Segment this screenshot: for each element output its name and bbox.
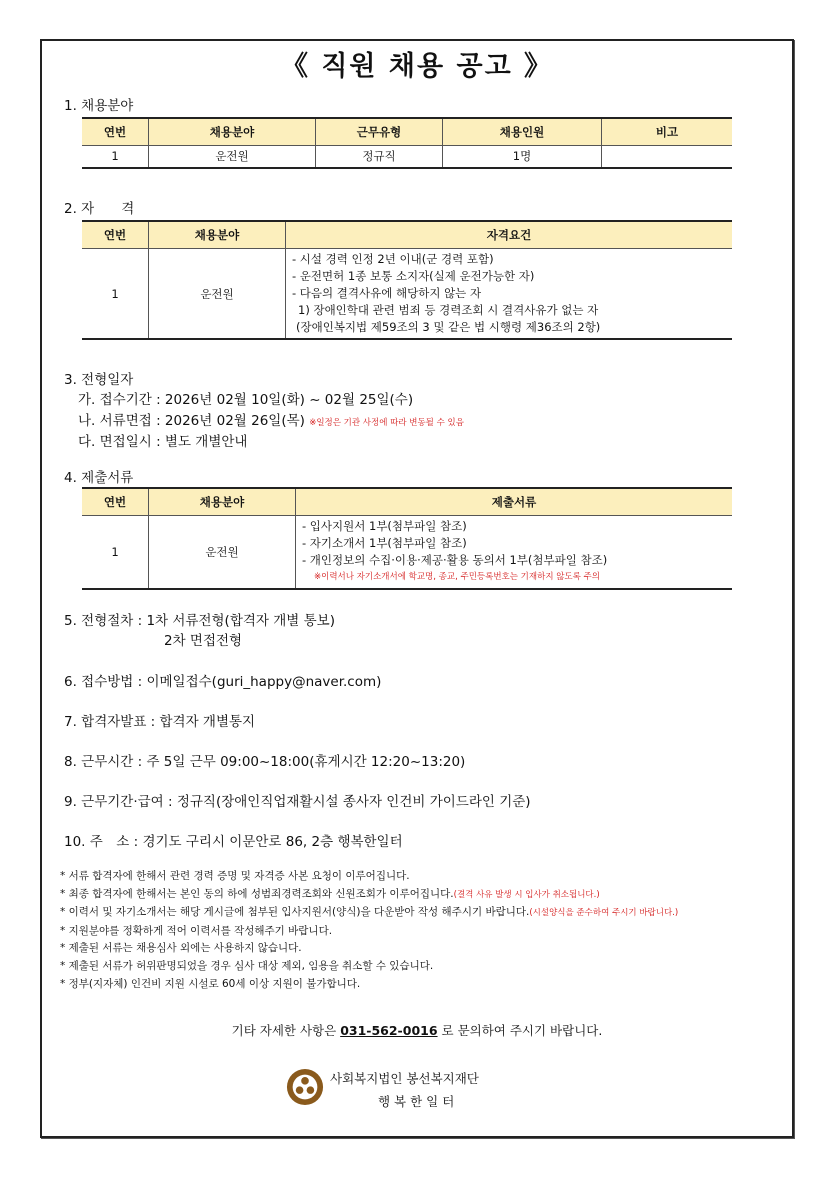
section-8: 8. 근무시간 : 주 5일 근무 09:00~18:00(휴게시간 12:20~13:20) <box>64 754 466 770</box>
cell-no: 1 <box>82 146 149 168</box>
section-6: 6. 접수방법 : 이메일접수(guri_happy@naver.com) <box>64 674 382 690</box>
org-subname: 행 복 한 일 터 <box>378 1094 455 1109</box>
requirements-cell <box>286 249 733 340</box>
th-field: 채용분야 <box>149 118 316 146</box>
requirement-item: - 운전면허 1종 보통 소지자(실제 운전가능한 자) <box>292 269 535 283</box>
section-1-heading: 1. 채용분야 <box>64 98 134 114</box>
cell-type: 정규직 <box>316 146 443 168</box>
th-no: 연번 <box>82 118 149 146</box>
schedule-note: ※일정은 기관 사정에 따라 변동될 수 있음 <box>309 418 464 428</box>
document-item: - 자기소개서 1부(첨부파일 참조) <box>302 536 467 550</box>
requirement-item: - 시설 경력 인정 2년 이내(군 경력 포함) <box>292 252 494 266</box>
section-5-line2: 2차 면접전형 <box>164 633 243 649</box>
section-2-heading: 2. 자 격 <box>64 201 135 217</box>
cell-count: 1명 <box>443 146 602 168</box>
foundation-logo-icon <box>286 1068 324 1106</box>
qualification-table <box>82 220 732 340</box>
note-item: * 정부(지자체) 인건비 지원 시설로 60세 이상 지원이 불가합니다. <box>60 977 361 990</box>
documents-table <box>82 487 732 590</box>
cell-no: 1 <box>82 516 149 590</box>
section-7: 7. 합격자발표 : 합격자 개별통지 <box>64 714 256 730</box>
schedule-application: 가. 접수기간 : 2026년 02월 10일(화) ~ 02월 25일(수) <box>78 392 414 408</box>
th-no: 연번 <box>82 221 149 249</box>
page-title: 《 직원 채용 공고 》 <box>280 51 554 82</box>
cell-remark <box>602 146 733 168</box>
th-field: 채용분야 <box>149 488 296 516</box>
note-item: * 제출된 서류는 채용심사 외에는 사용하지 않습니다. <box>60 942 302 955</box>
documents-cell <box>296 516 733 590</box>
org-name: 사회복지법인 봉선복지재단 <box>330 1071 479 1086</box>
schedule-interview: 다. 면접일시 : 별도 개별안내 <box>78 434 248 450</box>
contact-line: 기타 자세한 사항은 031-562-0016 로 문의하여 주시기 바랍니다. <box>231 1023 603 1038</box>
section-5-line1: 5. 전형절차 : 1차 서류전형(합격자 개별 통보) <box>64 613 335 629</box>
section-9: 9. 근무기간·급여 : 정규직(장애인직업재활시설 종사자 인건비 가이드라인 기준) <box>64 794 531 810</box>
cell-field: 운전원 <box>149 146 316 168</box>
requirement-item: - 다음의 결격사유에 해당하지 않는 자 <box>292 286 482 300</box>
recruit-field-table <box>82 117 732 169</box>
cell-no: 1 <box>82 249 149 340</box>
cell-field: 운전원 <box>149 516 296 590</box>
th-documents: 제출서류 <box>296 488 733 516</box>
th-remark: 비고 <box>602 118 733 146</box>
document-item: - 입사지원서 1부(첨부파일 참조) <box>302 519 467 533</box>
th-requirements: 자격요건 <box>286 221 733 249</box>
notes-list <box>60 868 678 993</box>
cell-field: 운전원 <box>149 249 286 340</box>
document-item: - 개인정보의 수집·이용·제공·활용 동의서 1부(첨부파일 참조) <box>302 553 608 567</box>
th-type: 근무유형 <box>316 118 443 146</box>
note-item: * 지원분야를 정확하게 적어 이력서를 작성해주기 바랍니다. <box>60 924 333 937</box>
contact-phone: 031-562-0016 <box>340 1023 438 1038</box>
note-item: * 제출된 서류가 허위판명되었을 경우 심사 대상 제외, 임용을 취소할 수 있습니다. <box>60 959 434 972</box>
section-10: 10. 주 소 : 경기도 구리시 이문안로 86, 2층 행복한일터 <box>64 834 403 850</box>
schedule-document-interview: 나. 서류면접 : 2026년 02월 26일(목) ※일정은 기관 사정에 따라 변동될 수 있음 <box>78 413 464 429</box>
th-no: 연번 <box>82 488 149 516</box>
note-item: * 이력서 및 자기소개서는 해당 게시글에 첨부된 입사지원서(양식)을 다운받아 작성 해주시기 바랍니다.(시설양식을 준수하여 주시기 바랍니다.) <box>60 906 679 919</box>
note-item: * 서류 합격자에 한해서 관련 경력 증명 및 자격증 사본 요청이 이루어집니다. <box>60 870 410 882</box>
th-count: 채용인원 <box>443 118 602 146</box>
section-4-heading: 4. 제출서류 <box>64 470 134 486</box>
note-item: * 최종 합격자에 한해서는 본인 동의 하에 성범죄경력조회와 신원조회가 이루어집니다.(결격 사유 발생 시 입사가 취소됩니다.) <box>60 887 600 900</box>
th-field: 채용분야 <box>149 221 286 249</box>
document-note: ※이력서나 자기소개서에 학교명, 종교, 주민등록번호는 기재하지 않도록 주의 <box>314 572 600 582</box>
section-3-heading: 3. 전형일자 <box>64 372 134 388</box>
requirement-item: 1) 장애인학대 관련 범죄 등 경력조회 시 결격사유가 없는 자 <box>298 303 599 317</box>
requirement-item: (장애인복지법 제59조의 3 및 같은 법 시행령 제36조의 2항) <box>296 320 601 334</box>
